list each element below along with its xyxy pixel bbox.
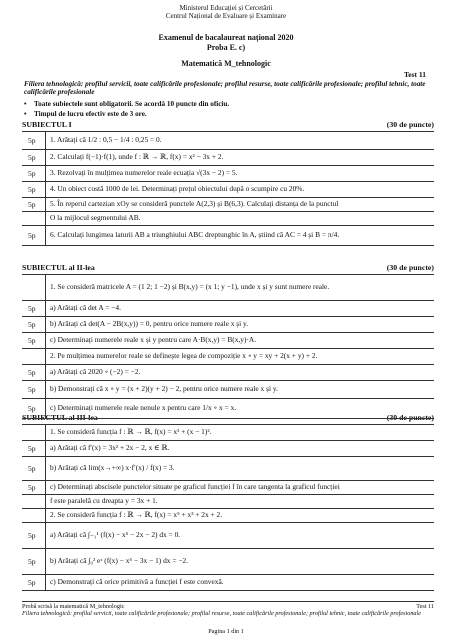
row-divider (22, 274, 434, 275)
section-2-header: SUBIECTUL al II-lea (30 de puncte) (22, 263, 434, 272)
row-divider (22, 398, 434, 399)
row-divider (22, 348, 434, 349)
row-divider (22, 131, 434, 132)
test-number: Test 11 (403, 70, 426, 79)
row-divider (22, 181, 434, 182)
row-divider (22, 440, 434, 441)
row-divider (22, 380, 434, 381)
row-divider (22, 211, 434, 212)
rule-bullet-2: • Timpul de lucru efectiv este de 3 ore. (24, 110, 147, 118)
exercise-text: 2. Pe mulțimea numerelor reale se definește legea de compoziție x ∘ y = xy + 2(x + y) + 2. (50, 350, 318, 360)
exercise-text: a) Arătați că det A = −4. (50, 302, 121, 312)
row-divider (22, 149, 434, 150)
row-divider (22, 418, 434, 419)
exercise-text: 4. Un obiect costă 1000 de lei. Determinați prețul obiectului după o scumpire cu 20%. (50, 183, 305, 193)
points-label: 5p (28, 184, 36, 194)
points-label: 5p (28, 152, 36, 162)
points-label: 5p (28, 319, 36, 329)
points-label: 5p (28, 530, 36, 540)
exercise-text: 1. Arătați că 1/2 : 0,5 − 1/4 : 0,25 = 0. (50, 134, 162, 144)
center-line: Centrul Național de Evaluare și Examinare (165, 12, 287, 20)
exercise-text: c) Determinați numerele reale x și y pentru care A·B(x,y) = B(x,y)·A. (50, 334, 257, 344)
row-divider (22, 522, 434, 523)
row-divider (22, 424, 434, 425)
points-label: 5p (28, 303, 36, 313)
exercise-text: 2. Se consideră funcția f : ℝ → ℝ, f(x) = x⁵ + x³ + 2x + 2. (50, 509, 223, 519)
proba-title: Proba E. c) (206, 43, 246, 52)
exercise-text: a) Arătați că ∫₋₁¹ (f(x) − x⁵ − 2x − 2) dx = 0. (50, 529, 181, 539)
exercise-text: b) Demonstrați că x ∘ y = (x + 2)(y + 2) − 2, pentru orice numere reale x și y. (50, 383, 278, 393)
row-divider (22, 494, 434, 495)
section-3-header: SUBIECTUL al III-lea (30 de puncte) (22, 413, 434, 422)
exercise-text: b) Arătați că det(A − 2B(x,y)) = 0, pentru orice numere reale x și y. (50, 318, 249, 328)
row-divider (22, 574, 434, 575)
exercise-text: 3. Rezolvați în mulțimea numerelor reale ecuația √(3x − 2) = 5. (50, 167, 238, 177)
points-label: 5p (28, 199, 36, 209)
exercise-text: 1. Se consideră funcția f : ℝ → ℝ, f(x) = x³ + (x − 1)². (50, 426, 212, 436)
exercise-text: c) Demonstrați că orice primitivă a funcției f este convexă. (50, 576, 224, 586)
page-number: Pagina 1 din 1 (208, 628, 244, 635)
row-divider (22, 300, 434, 301)
subject-title: Matematică M_tehnologic (181, 59, 271, 68)
points-label: 5p (28, 168, 36, 178)
points-column-divider (45, 131, 46, 245)
filiera-text: Filiera tehnologică: profilul servicii, toate calificările profesionale; profilul resurse, toate calificările profesionale; profilul tehnic, toate calificările profesionale (24, 80, 426, 97)
exercise-text: a) Arătați că f′(x) = 3x² + 2x − 2, x ∈ ℝ. (50, 442, 170, 452)
points-label: 5p (28, 230, 36, 240)
points-label: 5p (28, 135, 36, 145)
points-label: 5p (28, 443, 36, 453)
exercise-text: c) Determinați numerele reale nenule x pentru care 1/x ∘ x = x. (50, 402, 237, 412)
exercise-text: O la mijlocul segmentului AB. (50, 212, 141, 222)
footer-divider (22, 601, 434, 602)
points-column-divider (45, 274, 46, 418)
ministry-line: Ministerul Educației și Cercetării (179, 4, 273, 12)
row-divider (22, 316, 434, 317)
row-divider (22, 245, 434, 246)
points-label: 5p (28, 482, 36, 492)
exercise-text: f este paralelă cu dreapta y = 3x + 1. (50, 495, 158, 505)
exercise-text: b) Arătați că lim(x→+∞) x·f′(x) / f(x) = 3. (50, 462, 175, 472)
row-divider (22, 225, 434, 226)
points-label: 5p (28, 556, 36, 566)
exercise-text: 2. Calculați f(−1)·f(1), unde f : ℝ → ℝ, f(x) = x² − 3x + 2. (50, 151, 224, 161)
exercise-text: 1. Se consideră matricele A = (1 2; 1 −2) și B(x,y) = (x 1; y −1), unde x și y sunt numere reale. (50, 281, 330, 291)
section-1-header: SUBIECTUL I (30 de puncte) (22, 120, 434, 129)
rule-bullet-1: • Toate subiectele sunt obligatorii. Se acordă 10 puncte din oficiu. (24, 100, 230, 108)
footer: Probă scrisă la matematică M_tehnologic Test 11 Filiera tehnologică: profilul servicii, toate calificările profesionale; profilul resurse, toate calificările profesionale; profilul tehnic, toate calificările profesionale (22, 603, 434, 617)
row-divider (22, 364, 434, 365)
exercise-text: a) Arătați că 2020 ∘ (−2) = −2. (50, 366, 141, 376)
points-label: 5p (28, 403, 36, 413)
row-divider (22, 197, 434, 198)
points-label: 5p (28, 367, 36, 377)
points-label: 5p (28, 577, 36, 587)
row-divider (22, 480, 434, 481)
row-divider (22, 508, 434, 509)
points-label: 5p (28, 335, 36, 345)
points-column-divider (45, 424, 46, 590)
exercise-text: 5. În reperul cartezian xOy se consideră punctele A(2,3) și B(6,3). Calculați distanța de la punctul (50, 198, 339, 208)
exercise-text: c) Determinați abscisele punctelor situate pe graficul funcției f în care tangenta la graficul funcției (50, 481, 340, 491)
row-divider (22, 165, 434, 166)
points-label: 5p (28, 463, 36, 473)
exercise-text: 6. Calculați lungimea laturii AB a triunghiului ABC dreptunghic în A, știind că AC = 4 și B = π/4. (50, 229, 340, 239)
row-divider (22, 456, 434, 457)
points-label: 5p (28, 384, 36, 394)
exercise-text: b) Arătați că ∫₀² eˣ (f(x) − x⁵ − 3x − 1) dx = −2. (50, 555, 189, 565)
row-divider (22, 548, 434, 549)
row-divider (22, 590, 434, 591)
exam-title: Examenul de bacalaureat național 2020 (158, 33, 294, 42)
row-divider (22, 332, 434, 333)
